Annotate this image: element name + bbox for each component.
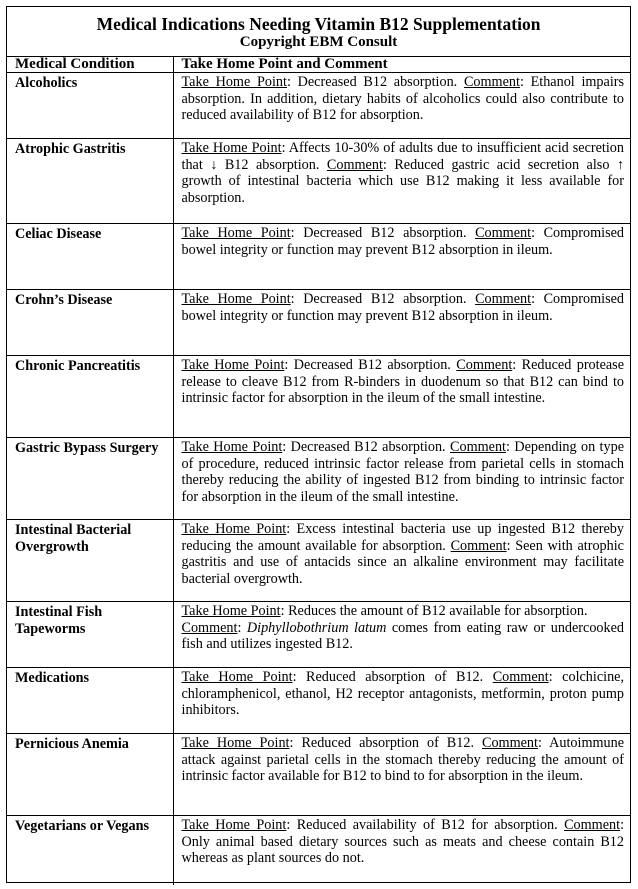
condition-cell: Medications bbox=[7, 668, 173, 734]
comment-label: Comment bbox=[463, 74, 520, 90]
comment-cell: Take Home Point: Decreased B12 absorption. Comment: Compromised bowel integrity or function may prevent B12 absorption in ileum. bbox=[173, 290, 630, 356]
comment-text: Compromised bowel integrity or function may prevent B12 absorption in ileum. bbox=[181, 225, 624, 258]
comment-text: Ethanol impairs absorption. In addition, dietary habits of alcoholics could also contribute to reduced availability of B12 for absorption. bbox=[181, 74, 625, 123]
comment-label: Comment bbox=[564, 817, 621, 833]
thp-label: Take Home Point bbox=[181, 140, 282, 156]
table-row bbox=[7, 602, 630, 668]
take-home-point-text: Decreased B12 absorption. bbox=[293, 357, 451, 373]
table-row bbox=[7, 816, 630, 885]
comment-label: Comment bbox=[475, 225, 532, 241]
indications-table bbox=[7, 57, 630, 885]
condition-cell: Pernicious Anemia bbox=[7, 734, 173, 816]
thp-label: Take Home Point bbox=[181, 225, 291, 241]
comment-label: Comment bbox=[181, 619, 238, 636]
comment-text: Depending on type of procedure, reduced intrinsic factor release from parietal cells in stomach thereby reducing the ability of ingested B12 from binding to intrinsic factor for absorption in the ileum of the small intestine. bbox=[181, 439, 624, 505]
thp-label: Take Home Point bbox=[181, 521, 287, 537]
condition-cell: Crohn’s Disease bbox=[7, 290, 173, 356]
comment-text: colchicine, chloramphenicol, ethanol, H2 receptor antagonists, metformin, proton pump inhibitors. bbox=[181, 669, 625, 718]
take-home-point-text: Excess intestinal bacteria use up ingested B12 thereby reducing the amount available for absorption. bbox=[181, 521, 624, 554]
table-row bbox=[7, 73, 630, 139]
take-home-point-text: Reduces the amount of B12 available for absorption. bbox=[288, 603, 588, 619]
comment-cell: Take Home Point: Decreased B12 absorption. Comment: Depending on type of procedure, reduced intrinsic factor release from parietal cells in stomach thereby reducing the ability of ingested B12 from binding to intrinsic factor for absorption in the ileum of the small intestine. bbox=[173, 438, 630, 520]
species-name: Diphyllobothrium latum bbox=[246, 619, 387, 636]
take-home-point-text: Decreased B12 absorption. bbox=[290, 439, 446, 455]
condition-cell: Gastric Bypass Surgery bbox=[7, 438, 173, 520]
comment-text: Compromised bowel integrity or function may prevent B12 absorption in ileum. bbox=[181, 291, 624, 324]
thp-label: Take Home Point bbox=[181, 669, 293, 685]
table-row bbox=[7, 668, 630, 734]
comment-cell: Take Home Point: Reduced absorption of B12. Comment: Autoimmune attack against parietal cells in the stomach thereby reducing the amount of intrinsic factor available for B12 to bind to for absorption in the ileum. bbox=[173, 734, 630, 816]
condition-cell: Intestinal Bacterial Overgrowth bbox=[7, 520, 173, 602]
comment-cell: Take Home Point: Excess intestinal bacteria use up ingested B12 thereby reducing the amount available for absorption. Comment: Seen with atrophic gastritis and use of antacids since an alkaline environment may facilitate bacterial overgrowth. bbox=[173, 520, 630, 602]
comment-cell: Take Home Point: Decreased B12 absorption. Comment: Ethanol impairs absorption. In addition, dietary habits of alcoholics could also contribute to reduced availability of B12 for absorption. bbox=[173, 73, 630, 139]
document-title: Medical Indications Needing Vitamin B12 Supplementation bbox=[96, 14, 541, 34]
condition-cell: Chronic Pancreatitis bbox=[7, 356, 173, 438]
comment-label: Comment bbox=[450, 537, 507, 554]
thp-label: Take Home Point bbox=[181, 817, 287, 833]
take-home-point-text: Reduced absorption of B12. bbox=[306, 669, 484, 685]
document-page bbox=[6, 6, 631, 883]
take-home-point-text: Decreased B12 absorption. bbox=[303, 225, 467, 241]
comment-cell: Take Home Point: Reduced availability of B12 for absorption. Comment: Only animal based dietary sources such as meats and cheese contain B12 whereas as plant sources do not. bbox=[173, 816, 630, 885]
column-header-comment: Take Home Point and Comment bbox=[181, 56, 388, 72]
condition-cell: Celiac Disease bbox=[7, 224, 173, 290]
thp-label: Take Home Point bbox=[181, 357, 285, 373]
table-row bbox=[7, 520, 630, 602]
take-home-point-text: Decreased B12 absorption. bbox=[303, 291, 467, 307]
comment-text: Autoimmune attack against parietal cells in the stomach thereby reducing the amount of intrinsic factor available for B12 to bind to for absorption in the ileum. bbox=[181, 735, 625, 784]
thp-label: Take Home Point bbox=[181, 74, 287, 90]
comment-label: Comment bbox=[326, 156, 383, 173]
comment-cell: Take Home Point: Reduced absorption of B12. Comment: colchicine, chloramphenicol, ethanol, H2 receptor antagonists, metformin, proton pump inhibitors. bbox=[173, 668, 630, 734]
thp-label: Take Home Point bbox=[181, 439, 283, 455]
thp-label: Take Home Point bbox=[181, 735, 290, 751]
comment-label: Comment bbox=[492, 669, 549, 685]
take-home-point-text: Affects 10-30% of adults due to insufficient acid secretion that ↓ B12 absorption. bbox=[181, 140, 624, 173]
comment-text: Reduced protease release to cleave B12 from R-binders in duodenum so that B12 can bind to intrinsic factor for absorption in the ileum of the small intestine. bbox=[181, 357, 625, 406]
comment-label: Comment bbox=[482, 735, 538, 751]
comment-label: Comment bbox=[475, 291, 532, 307]
comment-label: Comment bbox=[456, 357, 513, 373]
comment-cell: Take Home Point: Affects 10-30% of adults due to insufficient acid secretion that ↓ B12 absorption. Comment: Reduced gastric acid secretion also ↑ growth of intestinal bacteria which use B12 making it less available for absorption. bbox=[173, 139, 630, 224]
thp-label: Take Home Point bbox=[181, 291, 291, 307]
comment-text: Reduced gastric acid secretion also ↑ growth of intestinal bacteria which use B12 making it less available for absorption. bbox=[181, 156, 624, 206]
table-row bbox=[7, 290, 630, 356]
table-row bbox=[7, 139, 630, 224]
table-row bbox=[7, 734, 630, 816]
comment-text: Only animal based dietary sources such as meats and cheese contain B12 whereas as plant sources do not. bbox=[181, 833, 624, 866]
copyright-line: Copyright EBM Consult bbox=[239, 34, 398, 50]
comment-cell: Take Home Point: Reduces the amount of B12 available for absorption. Comment: Diphyllobothrium latum comes from eating raw or undercooked fish and utilizes ingested B12. bbox=[173, 602, 630, 668]
table-row bbox=[7, 438, 630, 520]
thp-label: Take Home Point bbox=[181, 603, 281, 619]
comment-text: comes from eating raw or undercooked fish and utilizes ingested B12. bbox=[181, 619, 624, 652]
take-home-point-text: Decreased B12 absorption. bbox=[297, 74, 458, 90]
comment-cell: Take Home Point: Decreased B12 absorption. Comment: Reduced protease release to cleave B12 from R-binders in duodenum so that B12 can bind to intrinsic factor for absorption in the ileum of the small intestine. bbox=[173, 356, 630, 438]
table-header-row bbox=[7, 57, 630, 73]
table-row bbox=[7, 224, 630, 290]
comment-text: Seen with atrophic gastritis and use of antacids since an alkaline environment may facilitate bacterial overgrowth. bbox=[181, 537, 624, 587]
condition-cell: Intestinal Fish Tapeworms bbox=[7, 602, 173, 668]
title-box bbox=[7, 7, 630, 57]
column-header-condition: Medical Condition bbox=[7, 57, 173, 73]
take-home-point-text: Reduced absorption of B12. bbox=[301, 735, 474, 751]
take-home-point-text: Reduced availability of B12 for absorption. bbox=[296, 817, 558, 833]
condition-cell: Vegetarians or Vegans bbox=[7, 816, 173, 885]
comment-cell: Take Home Point: Decreased B12 absorption. Comment: Compromised bowel integrity or function may prevent B12 absorption in ileum. bbox=[173, 224, 630, 290]
comment-label: Comment bbox=[450, 439, 506, 455]
table-row bbox=[7, 356, 630, 438]
condition-cell: Alcoholics bbox=[7, 73, 173, 139]
condition-cell: Atrophic Gastritis bbox=[7, 139, 173, 224]
